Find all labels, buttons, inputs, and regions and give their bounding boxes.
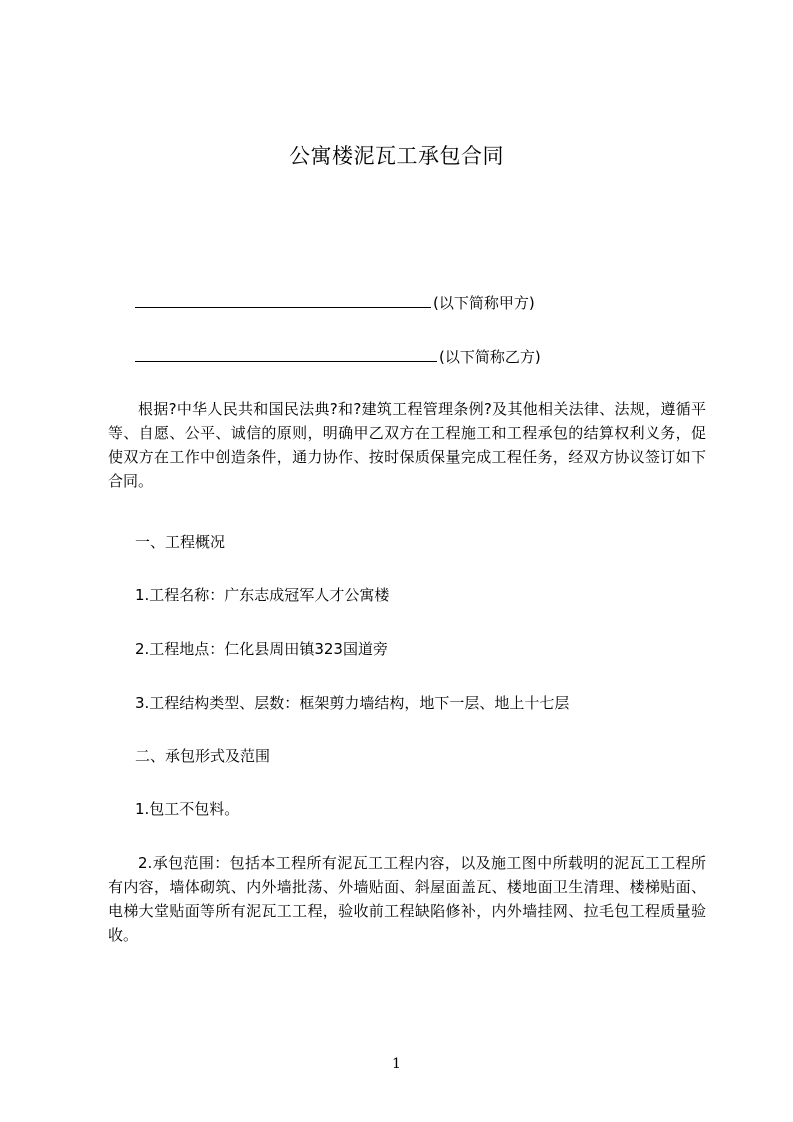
party-a-line [135, 292, 535, 313]
party-a-label: (以下简称甲方) [433, 294, 535, 312]
section-1-item-project-location: 2.工程地点：仁化县周田镇323国道旁 [135, 640, 388, 658]
scope-paragraph: 2.承包范围：包括本工程所有泥瓦工工程内容，以及施工图中所载明的泥瓦工工程所有内容，墙体砌筑、内外墙批荡、外墙贴面、斜屋面盖瓦、楼地面卫生清理、楼梯贴面、电梯大堂贴面等所有泥瓦工工程，验收前工程缺陷修补，内外墙挂网、拉毛包工程质量验收。 [108, 854, 706, 944]
section-1-item-structure: 3.工程结构类型、层数：框架剪力墙结构，地下一层、地上十七层 [135, 694, 570, 712]
party-a-blank[interactable] [135, 293, 431, 308]
party-b-label: (以下简称乙方) [439, 348, 541, 366]
section-2-item-contract-form: 1.包工不包料。 [135, 800, 240, 818]
document-title: 公寓楼泥瓦工承包合同 [289, 144, 504, 168]
party-b-blank[interactable] [135, 347, 437, 362]
section-2-heading: 二、承包形式及范围 [135, 747, 271, 765]
party-b-line [135, 346, 541, 367]
section-1-heading: 一、工程概况 [135, 533, 226, 551]
page-number: 1 [392, 1056, 401, 1072]
section-1-item-project-name: 1.工程名称：广东志成冠军人才公寓楼 [135, 586, 390, 604]
intro-paragraph: 根据?中华人民共和国民法典?和?建筑工程管理条例?及其他相关法律、法规，遵循平等、自愿、公平、诚信的原则，明确甲乙双方在工程施工和工程承包的结算权利义务，促使双方在工作中创造条件，通力协作、按时保质保量完成工程任务，经双方协议签订如下合同。 [108, 400, 706, 490]
